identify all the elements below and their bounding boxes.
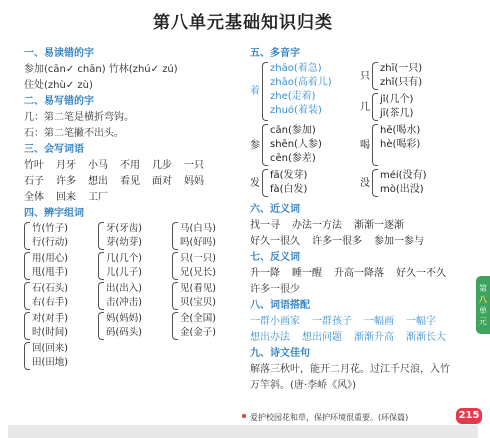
- misread-line-2: 住处(zhù✓ zù): [24, 80, 93, 91]
- char-pair: 石(石头) 右(右手): [24, 282, 98, 310]
- poetry-line-2: 万竿斜。(唐·李峤《风》): [250, 380, 356, 391]
- char-pair: 只(一只) 兄(兄长): [172, 252, 240, 280]
- polyphone-ji: 几 jǐ(几个) jī(茶几): [360, 94, 414, 119]
- section-heading-polyphone: 五、多音字: [250, 48, 300, 59]
- page-number: 215: [456, 408, 482, 424]
- polyphone-zhi: 只 zhī(一只) zhǐ(只有): [360, 63, 423, 88]
- word: 几步: [152, 160, 172, 171]
- polyphone-mei: 没 méi(没有) mò(出没): [360, 170, 427, 195]
- word: 月牙: [56, 160, 76, 171]
- left-column: [24, 44, 240, 372]
- section-heading-words: 三、会写词语: [24, 144, 84, 155]
- char-pair: 对(对手) 时(时间): [24, 312, 98, 340]
- word: 回来: [56, 192, 76, 203]
- char-pair: 全(全国) 金(金子): [172, 312, 240, 340]
- section-heading-antonyms: 七、反义词: [250, 252, 300, 263]
- page-bottom-shadow: [8, 425, 478, 438]
- footer-text: 爱护校园花和草，保护环境很重要。(环保篇): [250, 413, 409, 422]
- poetry-line-1: 解落三秋叶，能开二月花。过江千尺浪，入竹: [250, 364, 450, 375]
- collocation-row-2: 想出办法 想出问题 渐渐升高 渐渐长大: [250, 332, 446, 343]
- synonyms-row-2: 好久一很久 许多一很多 参加一参与: [250, 236, 424, 247]
- word: 工厂: [88, 192, 108, 203]
- words-row-1: [24, 159, 240, 172]
- misread-line-1: 参加(cān✓ chān) 竹林(zhú✓ zú): [24, 64, 178, 75]
- word: 看见: [120, 176, 140, 187]
- word: 许多: [56, 176, 76, 187]
- words-row-3: [24, 191, 240, 204]
- distinguish-grid: [24, 222, 240, 370]
- synonyms-row-1: 找一寻 办法一方法 渐渐一逐渐: [250, 220, 404, 231]
- char-pair: 马(白马) 吗(好吗): [172, 222, 240, 250]
- antonyms-row-2: 许多一很少: [250, 284, 300, 295]
- words-row-2: [24, 175, 240, 188]
- right-column: [250, 44, 472, 395]
- unit-side-tab: 第 八 单 元: [476, 276, 490, 334]
- word: 不用: [120, 160, 140, 171]
- word: 想出: [88, 176, 108, 187]
- collocation-row-1: 一群小画家 一群孩子 一幅画 一幅字: [250, 316, 436, 327]
- polyphone-zhao: 着 zhāo(着急) zhāo(高着儿) zhe(走着) zhuó(着装): [250, 62, 360, 121]
- char-pair: 几(几个) 儿(儿子): [98, 252, 172, 280]
- page-title: 第八单元基础知识归类: [153, 13, 333, 33]
- section-heading-poetry: 九、诗文佳句: [250, 348, 310, 359]
- miswrite-line-2: 石：第二笔撇不出头。: [24, 128, 124, 139]
- char-pair: 竹(竹子) 行(行动): [24, 222, 98, 250]
- char-pair: 妈(妈妈) 码(码头): [98, 312, 172, 340]
- antonyms-row-1: 升一降 睡一醒 升高一降落 好久一不久: [250, 268, 446, 279]
- word: 妈妈: [184, 176, 204, 187]
- char-pair: 见(看见) 贝(宝贝): [172, 282, 240, 310]
- section-heading-distinguish: 四、辨字组词: [24, 208, 84, 219]
- footer-dot: [242, 414, 246, 418]
- section-heading-easy-misread: 一、易读错的字: [24, 48, 94, 59]
- polyphone-fa: 发 fā(发芽) fà(白发): [250, 170, 308, 195]
- word: 小马: [88, 160, 108, 171]
- section-heading-collocation: 八、词语搭配: [250, 300, 310, 311]
- polyphone-grid: [250, 62, 472, 200]
- char-pair: 回(回来) 田(田地): [24, 342, 98, 370]
- word: 面对: [152, 176, 172, 187]
- char-pair: 牙(牙齿) 芽(幼芽): [98, 222, 172, 250]
- section-heading-easy-miswrite: 二、易写错的字: [24, 96, 94, 107]
- miswrite-line-1: 几：第二笔是横折弯钩。: [24, 112, 134, 123]
- section-heading-synonyms: 六、近义词: [250, 204, 300, 215]
- word: 竹叶: [24, 160, 44, 171]
- polyphone-he: 喝 hē(喝水) hè(喝彩): [360, 124, 470, 166]
- char-pair: 出(出入) 击(冲击): [98, 282, 172, 310]
- polyphone-can: 参 cān(参加) shēn(人参) cēn(参差): [250, 125, 322, 164]
- word: 石子: [24, 176, 44, 187]
- char-pair: 用(用心) 甩(甩手): [24, 252, 98, 280]
- word: 全体: [24, 192, 44, 203]
- word: 一只: [184, 160, 204, 171]
